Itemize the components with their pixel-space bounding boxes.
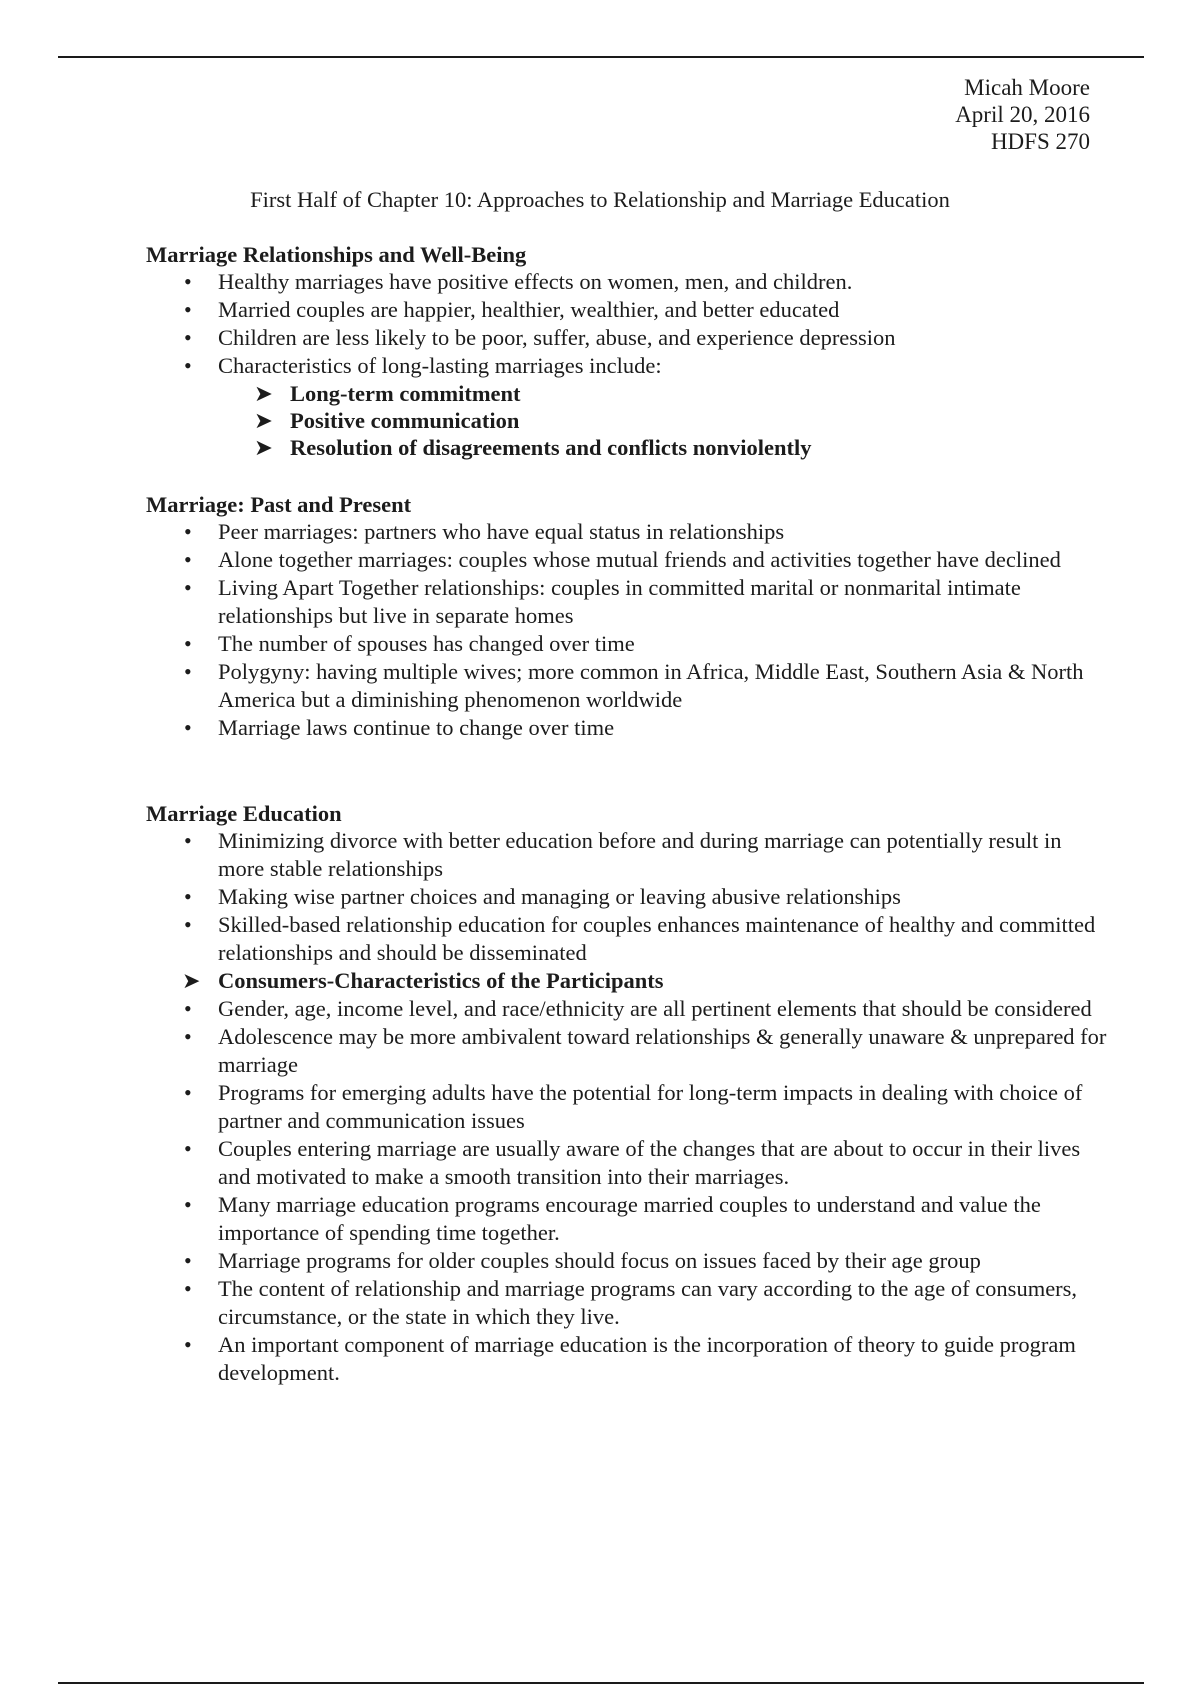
bullet-dot-icon: • [184, 269, 192, 294]
subsection-heading: ➤ Consumers-Characteristics of the Participants [182, 968, 664, 993]
list-item: • Healthy marriages have positive effects on women, men, and children. [184, 269, 853, 294]
list-item: • Many marriage education programs encourage married couples to understand and value the importance of spending time together. [184, 1192, 1041, 1245]
list-item: • Marriage programs for older couples should focus on issues faced by their age group [184, 1248, 981, 1273]
bottom-rule [58, 1682, 1144, 1684]
bullet-dot-icon: • [184, 547, 192, 572]
author-name: Micah Moore [964, 75, 1090, 100]
arrow-bullet-icon: ➤ [182, 968, 201, 993]
top-rule [58, 56, 1144, 58]
arrow-bullet-icon: ➤ [254, 408, 273, 433]
list-item: • Marriage laws continue to change over time [184, 715, 615, 740]
bullet-dot-icon: • [184, 1136, 192, 1161]
bullet-dot-icon: • [184, 912, 192, 937]
arrow-bullet-icon: ➤ [254, 435, 273, 460]
list-item: • Gender, age, income level, and race/ethnicity are all pertinent elements that should be considered [184, 996, 1092, 1021]
list-item: • Minimizing divorce with better education before and during marriage can potentially result in more stable relationships [184, 828, 1062, 881]
list-item: • Programs for emerging adults have the potential for long-term impacts in dealing with choice of partner and communication issues [184, 1080, 1083, 1133]
bullet-dot-icon: • [184, 1248, 192, 1273]
bullet-list [146, 827, 1107, 1387]
bullet-dot-icon: • [184, 1276, 192, 1301]
bullet-dot-icon: • [184, 884, 192, 909]
bullet-dot-icon: • [184, 1192, 192, 1217]
section-heading: Marriage Relationships and Well-Being [146, 242, 527, 267]
list-item: • Children are less likely to be poor, suffer, abuse, and experience depression [184, 325, 896, 350]
bullet-dot-icon: • [184, 297, 192, 322]
bullet-dot-icon: • [184, 519, 192, 544]
list-item: • Peer marriages: partners who have equal status in relationships [184, 519, 785, 544]
bullet-list [146, 518, 1096, 742]
list-item: • Living Apart Together relationships: couples in committed marital or nonmarital intimate relationships but live in separate homes [184, 575, 1021, 628]
bullet-list [146, 268, 1096, 380]
arrow-bullet-icon: ➤ [254, 381, 273, 406]
bullet-dot-icon: • [184, 1024, 192, 1049]
bullet-dot-icon: • [184, 715, 192, 740]
document-date: April 20, 2016 [955, 102, 1090, 127]
section-marriage-education [146, 800, 1107, 1387]
list-item: • Adolescence may be more ambivalent toward relationships & generally unaware & unprepared for marriage [184, 1024, 1107, 1077]
section-heading: Marriage Education [146, 801, 342, 826]
list-item: • The number of spouses has changed over time [184, 631, 635, 656]
section-heading: Marriage: Past and Present [146, 492, 412, 517]
section-past-present [146, 491, 1096, 742]
bullet-dot-icon: • [184, 1080, 192, 1105]
section-well-being [146, 241, 1096, 461]
course-code: HDFS 270 [990, 129, 1090, 154]
bullet-dot-icon: • [184, 631, 192, 656]
author-header [955, 74, 1090, 155]
bullet-dot-icon: • [184, 325, 192, 350]
list-item: • Polygyny: having multiple wives; more common in Africa, Middle East, Southern Asia & North America but a diminishing phenomenon worldwide [184, 659, 1084, 712]
sub-list [146, 380, 1096, 461]
sub-list-item: ➤ Positive communication [254, 408, 520, 433]
sub-list-item: ➤ Long-term commitment [254, 381, 521, 406]
list-item: • Skilled-based relationship education for couples enhances maintenance of healthy and committed relationships and should be disseminated [184, 912, 1096, 965]
bullet-dot-icon: • [184, 1332, 192, 1357]
list-item: • Couples entering marriage are usually aware of the changes that are about to occur in their lives and motivated to make a smooth transition into their marriages. [184, 1136, 1081, 1189]
bullet-dot-icon: • [184, 575, 192, 600]
bullet-dot-icon: • [184, 996, 192, 1021]
document-title: First Half of Chapter 10: Approaches to Relationship and Marriage Education [250, 187, 950, 212]
bullet-dot-icon: • [184, 353, 192, 378]
list-item: • Characteristics of long-lasting marriages include: [184, 353, 662, 378]
bullet-dot-icon: • [184, 828, 192, 853]
list-item: • An important component of marriage education is the incorporation of theory to guide program development. [184, 1332, 1076, 1385]
sub-list-item: ➤ Resolution of disagreements and conflicts nonviolently [254, 435, 812, 460]
list-item: • Making wise partner choices and managing or leaving abusive relationships [184, 884, 901, 909]
list-item: • Alone together marriages: couples whose mutual friends and activities together have declined [184, 547, 1061, 572]
list-item: • The content of relationship and marriage programs can vary according to the age of consumers, circumstance, or the state in which they live. [184, 1276, 1078, 1329]
list-item: • Married couples are happier, healthier, wealthier, and better educated [184, 297, 840, 322]
bullet-dot-icon: • [184, 659, 192, 684]
